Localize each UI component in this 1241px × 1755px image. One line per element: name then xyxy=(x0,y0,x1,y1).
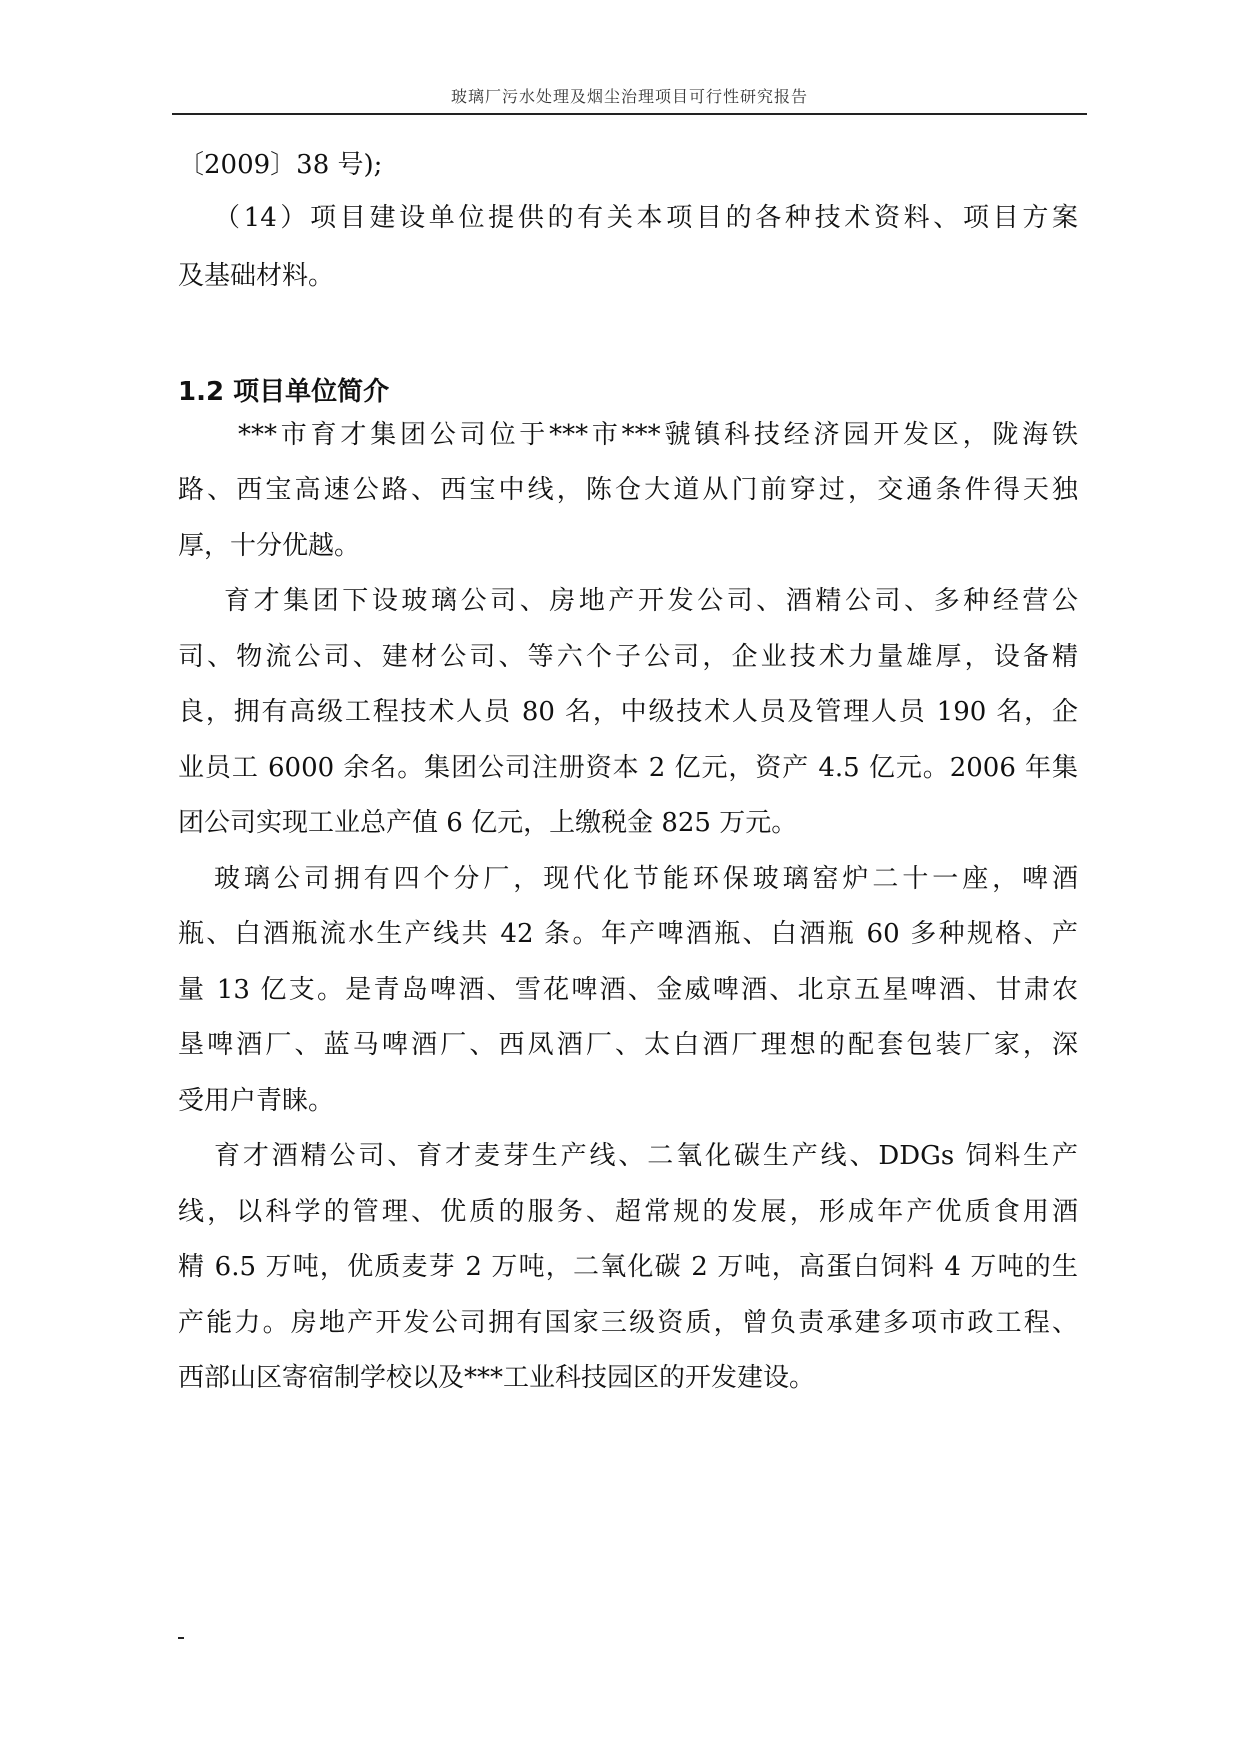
text-line: 〔2009〕38 号); xyxy=(178,150,383,180)
header-rule xyxy=(172,113,1087,115)
footer-mark xyxy=(178,1637,184,1639)
text-line: 西部山区寄宿制学校以及***工业科技园区的开发建设。 xyxy=(178,1363,816,1393)
text-line: 育才酒精公司、育才麦芽生产线、二氧化碳生产线、DDGs 饲料生产 xyxy=(214,1141,1078,1171)
text-line: 厚，十分优越。 xyxy=(178,531,361,561)
text-line: 及基础材料。 xyxy=(178,261,335,291)
text-line: 玻璃公司拥有四个分厂，现代化节能环保玻璃窑炉二十一座，啤酒 xyxy=(214,864,1078,894)
section-heading: 1.2 项目单位简介 xyxy=(178,377,390,407)
text-line: 团公司实现工业总产值 6 亿元，上缴税金 825 万元。 xyxy=(178,808,798,838)
text-line: ***市育才集团公司位于***市***虢镇科技经济园开发区，陇海铁 xyxy=(238,420,1078,450)
text-line: （14）项目建设单位提供的有关本项目的各种技术资料、项目方案 xyxy=(214,203,1078,233)
running-header: 玻璃厂污水处理及烟尘治理项目可行性研究报告 xyxy=(450,87,808,106)
text-line: 产能力。房地产开发公司拥有国家三级资质，曾负责承建多项市政工程、 xyxy=(178,1308,1078,1338)
text-line: 瓶、白酒瓶流水生产线共 42 条。年产啤酒瓶、白酒瓶 60 多种规格、产 xyxy=(178,919,1078,949)
text-line: 垦啤酒厂、蓝马啤酒厂、西凤酒厂、太白酒厂理想的配套包装厂家，深 xyxy=(178,1030,1078,1060)
text-line: 业员工 6000 余名。集团公司注册资本 2 亿元，资产 4.5 亿元。2006 年集 xyxy=(178,753,1078,783)
text-line: 精 6.5 万吨，优质麦芽 2 万吨，二氧化碳 2 万吨，高蛋白饲料 4 万吨的生 xyxy=(178,1252,1078,1282)
text-line: 育才集团下设玻璃公司、房地产开发公司、酒精公司、多种经营公 xyxy=(224,586,1078,616)
text-line: 良，拥有高级工程技术人员 80 名，中级技术人员及管理人员 190 名，企 xyxy=(178,697,1078,727)
text-line: 线，以科学的管理、优质的服务、超常规的发展，形成年产优质食用酒 xyxy=(178,1197,1078,1227)
text-line: 受用户青睐。 xyxy=(178,1086,335,1116)
text-line: 路、西宝高速公路、西宝中线，陈仓大道从门前穿过，交通条件得天独 xyxy=(178,475,1078,505)
text-line: 司、物流公司、建材公司、等六个子公司，企业技术力量雄厚，设备精 xyxy=(178,642,1078,672)
text-line: 量 13 亿支。是青岛啤酒、雪花啤酒、金威啤酒、北京五星啤酒、甘肃农 xyxy=(178,975,1078,1005)
